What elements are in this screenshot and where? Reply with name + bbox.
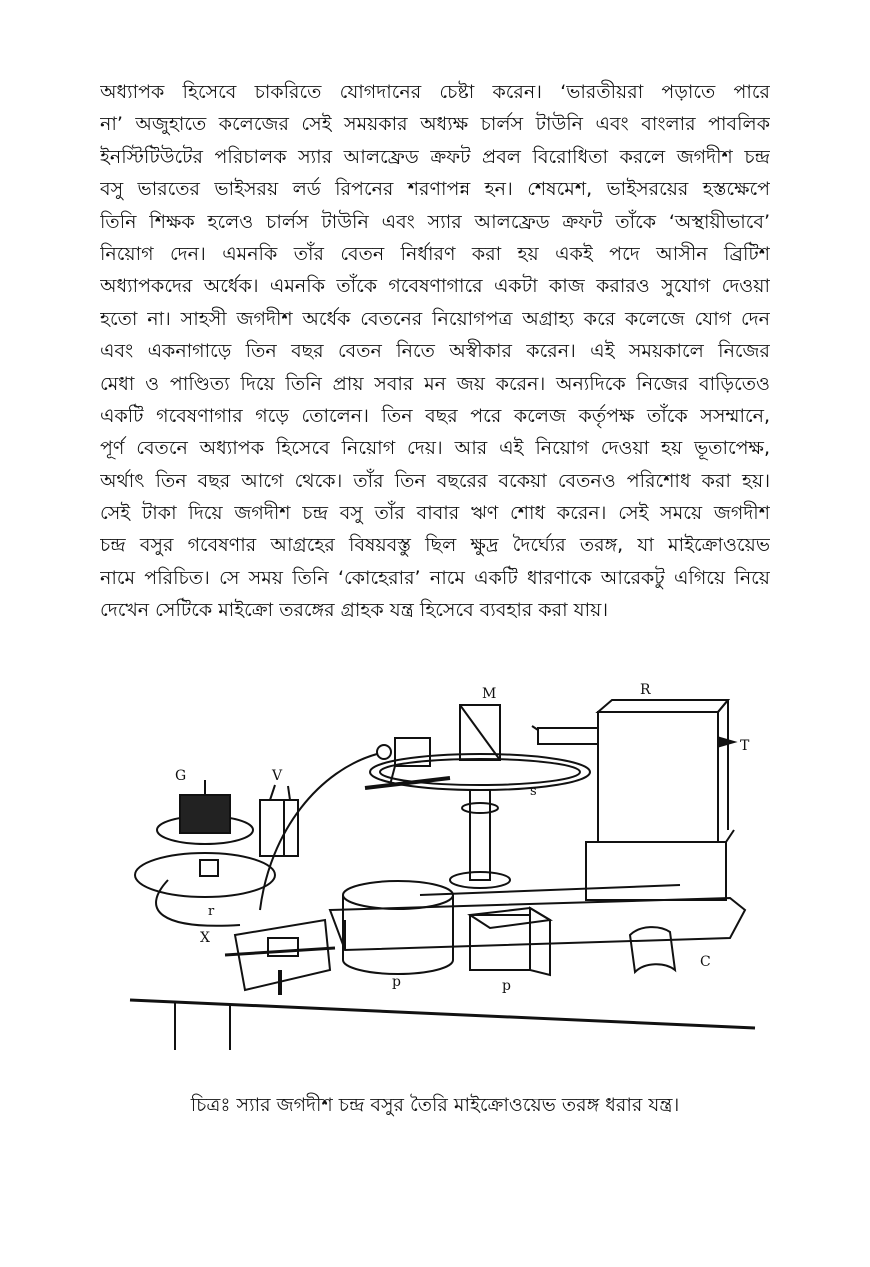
label-m: M — [482, 686, 497, 702]
label-r-small: r — [208, 904, 215, 919]
text-line: পূর্ণ বেতনে অধ্যাপক হিসেবে নিয়োগ দেয়। আর এই নিয়োগ দেওয়া হয় ভূতাপেক্ষ, — [100, 437, 770, 460]
label-t: T — [740, 738, 750, 754]
label-p2: p — [502, 978, 511, 994]
cylinder-bottom — [343, 960, 453, 974]
connecting-cable — [156, 880, 240, 926]
label-v: V — [272, 768, 283, 784]
text-line: তিনি শিক্ষক হলেও চার্লস টাউনি এবং স্যার আলফ্রেড ক্রফট তাঁকে ‘অস্থায়ীভাবে’ — [100, 210, 770, 233]
text-line: না’ অজুহাতে কলেজের সেই সময়কার অধ্যক্ষ চার্লস টাউনি এবং বাংলার পাবলিক — [100, 113, 770, 136]
text-line: বসু ভারতের ভাইসরয় লর্ড রিপনের শরণাপন্ন হন। শেষমেশ, ভাইসরয়ের হস্তক্ষেপে — [100, 178, 770, 201]
galvanometer-key — [200, 860, 218, 876]
text-line: মেধা ও পাণ্ডিত্য দিয়ে তিনি প্রায় সবার মন জয় করেন। অন্যদিকে নিজের বাড়িতেও — [100, 372, 770, 395]
figure-caption: চিত্রঃ স্যার জগদীশ চন্দ্র বসুর তৈরি মাইক্রোওয়েভ তরঙ্গ ধরার যন্ত্র। — [190, 1094, 680, 1116]
text-line: চন্দ্র বসুর গবেষণার আগ্রহের বিষয়বস্তু ছিল ক্ষুদ্র দৈর্ঘ্যের তরঙ্গ, যা মাইক্রোওয়েভ — [100, 534, 770, 557]
cube-side — [530, 908, 550, 975]
battery-cell — [260, 800, 284, 856]
label-r: R — [640, 682, 651, 698]
receiver-box-lid — [598, 700, 728, 712]
label-x: X — [200, 930, 210, 946]
cylindrical-mirror — [630, 927, 675, 972]
receiver-horn — [538, 728, 598, 744]
text-line: অর্থাৎ তিন বছর আগে থেকে। তাঁর তিন বছরের বকেয়া বেতনও পরিশোধ করা হয়। — [100, 469, 770, 492]
text-line: ইনস্টিটিউটের পরিচালক স্যার আলফ্রেড ক্রফট প্রবল বিরোধিতা করলে জগদীশ চন্দ্র — [100, 145, 770, 168]
cube-top — [470, 908, 550, 928]
label-g: G — [175, 768, 187, 784]
text-line: হতো না। সাহসী জগদীশ অর্ধেক বেতনের নিয়োগপত্র অগ্রাহ্য করে কলেজে যোগ দেন — [100, 307, 770, 330]
text-line: অধ্যাপকদের অর্ধেক। এমনকি তাঁকে গবেষণাগারে একটা কাজ করারও সুযোগ দেওয়া — [100, 275, 770, 298]
text-line: নামে পরিচিত। সে সময় তিনি ‘কোহেরার’ নামে একটি ধারণাকে আরেকটু এগিয়ে নিয়ে — [100, 566, 770, 589]
text-line: দেখেন সেটিকে মাইক্রো তরঙ্গের গ্রাহক যন্ত্র হিসেবে ব্যবহার করা যায়। — [100, 599, 609, 622]
microwave-apparatus-illustration — [120, 670, 760, 1050]
receiver-box — [598, 712, 718, 842]
body-paragraph — [100, 76, 770, 627]
text-line: সেই টাকা দিয়ে জগদীশ চন্দ্র বসু তাঁর বাবার ঋণ শোধ করেন। সেই সময়ে জগদীশ — [100, 502, 770, 525]
label-p: p — [392, 974, 401, 990]
label-s: s — [530, 784, 537, 799]
text-line: নিয়োগ দেন। এমনকি তাঁর বেতন নির্ধারণ করা হয় একই পদে আসীন ব্রিটিশ — [100, 242, 770, 265]
text-line: অধ্যাপক হিসেবে চাকরিতে যোগদানের চেষ্টা করেন। ‘ভারতীয়রা পড়াতে পারে — [100, 81, 770, 103]
label-c: C — [700, 954, 711, 970]
text-line: এবং একনাগাড়ে তিন বছর বেতন নিতে অস্বীকার করেন। এই সময়কালে নিজের — [100, 340, 770, 363]
tangent-screw — [720, 738, 734, 746]
galvanometer-coil — [180, 795, 230, 833]
base-board — [330, 898, 745, 950]
table-edge — [130, 1000, 755, 1028]
apparatus-drawing — [120, 670, 760, 1050]
text-line: একটি গবেষণাগার গড়ে তোলেন। তিন বছর পরে কলেজ কর্তৃপক্ষ তাঁকে সসম্মানে, — [100, 404, 770, 427]
receiver-stand — [586, 842, 726, 900]
